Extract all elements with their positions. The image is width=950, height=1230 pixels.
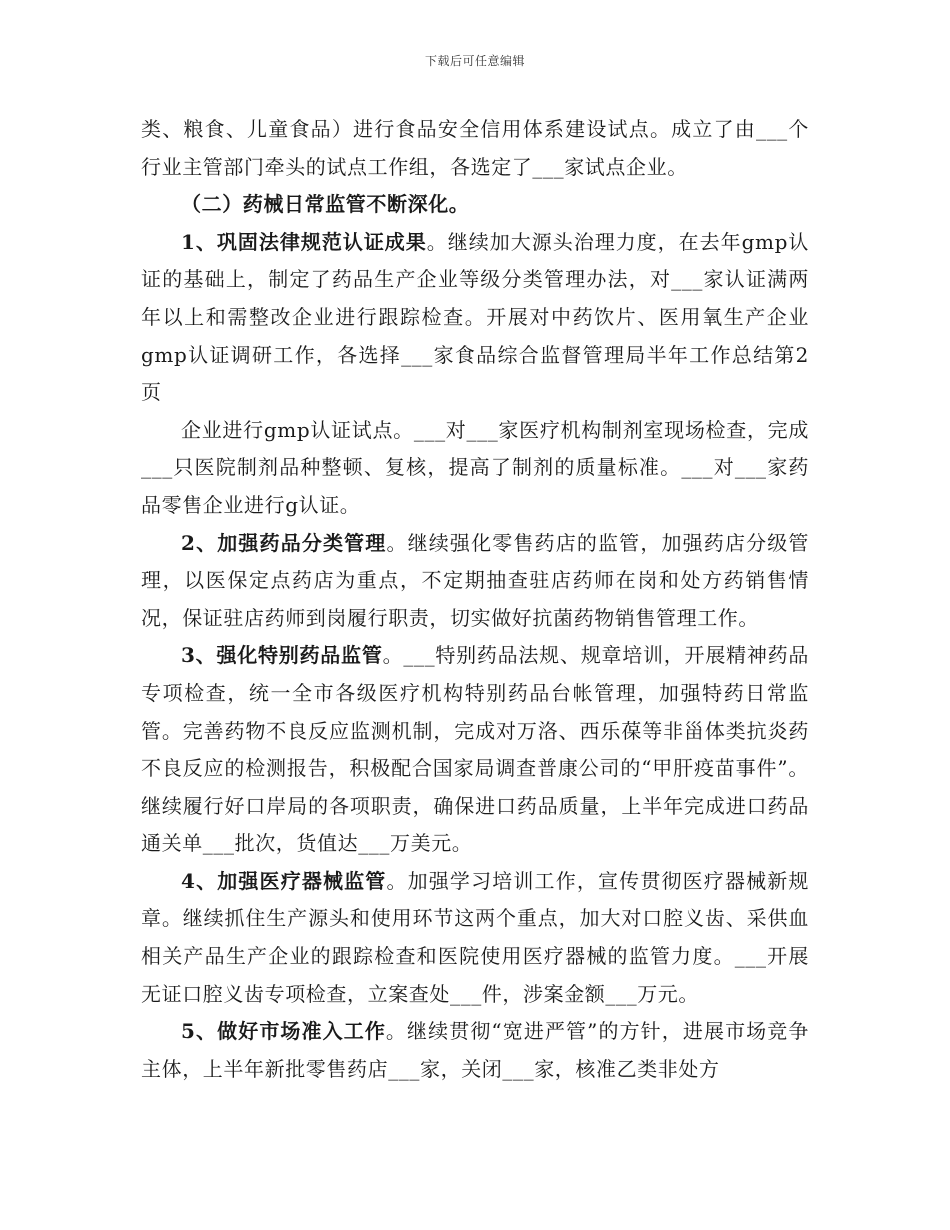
paragraph-text-medical-devices: 。加强学习培训工作，宣传贯彻医疗器械新规章。继续抓住生产源头和使用环节这两个重点，加大对口腔义齿、采供血相关产品生产企业的跟踪检查和医院使用医疗器械的监管力度。___开展无证口腔义齿专项检查，立案查处___件，涉案金额___万元。 [141,868,810,1006]
paragraph-lead-market-access: 5、做好市场准入工作 [181,1019,386,1044]
paragraph-classification-management [141,525,809,638]
paragraph-lead-special-drugs: 3、强化特别药品监管 [181,643,383,668]
paragraph-special-drugs [141,637,809,863]
paragraph-gmp-pilot: 企业进行gmp认证试点。___对___家医疗机构制剂室现场检查，完成___只医院制剂品种整顿、复核，提高了制剂的质量标准。___对___家药品零售企业进行g认证。 [141,417,809,517]
paragraph-medical-devices [141,863,809,1013]
paragraph-lead-certification: 1、巩固法律规范认证成果 [181,229,427,254]
paragraph-certification-results [141,224,809,412]
paragraph-text-special-drugs: 。___特别药品法规、规章培训，开展精神药品专项检查，统一全市各级医疗机构特别药品台帐管理，加强特药日常监管。完善药物不良反应监测机制，完成对万洛、西乐葆等非甾体类抗炎药不良反应的检测报告，积极配合国家局调查普康公司的“甲肝疫苗事件”。继续履行好口岸局的各项职责，确保进口药品质量，上半年完成进口药品通关单___批次，货值达___万美元。 [141,643,810,856]
paragraph-text-market-access: 。继续贯彻“宽进严管”的方针，进展市场竞争主体，上半年新批零售药店___家，关闭___家，核准乙类非处方 [141,1019,809,1081]
page-header: 下载后可任意编辑 [424,54,525,68]
paragraph-text-certification: 。继续加大源头治理力度，在去年gmp认证的基础上，制定了药品生产企业等级分类管理办法，对___家认证满两年以上和需整改企业进行跟踪检查。开展对中药饮片、医用氧生产企业gmp认证调研工作，各选择___家食品综合监督管理局半年工作总结第2页 [141,229,809,405]
document-body [141,111,809,1088]
paragraph-market-access [141,1013,809,1088]
paragraph-food-credit-pilot: 类、粮食、儿童食品）进行食品安全信用体系建设试点。成立了由___个行业主管部门牵头的试点工作组，各选定了___家试点企业。 [141,117,809,179]
paragraph-text-classification: 。继续强化零售药店的监管，加强药店分级管理，以医保定点药店为重点，不定期抽查驻店药师在岗和处方药销售情况，保证驻店药师到岗履行职责，切实做好抗菌药物销售管理工作。 [141,530,810,630]
section-heading-drug-device-supervision: （二）药械日常监管不断深化。 [181,192,470,217]
paragraph-lead-classification: 2、加强药品分类管理 [181,530,387,555]
paragraph-lead-medical-devices: 4、加强医疗器械监管 [181,868,387,893]
